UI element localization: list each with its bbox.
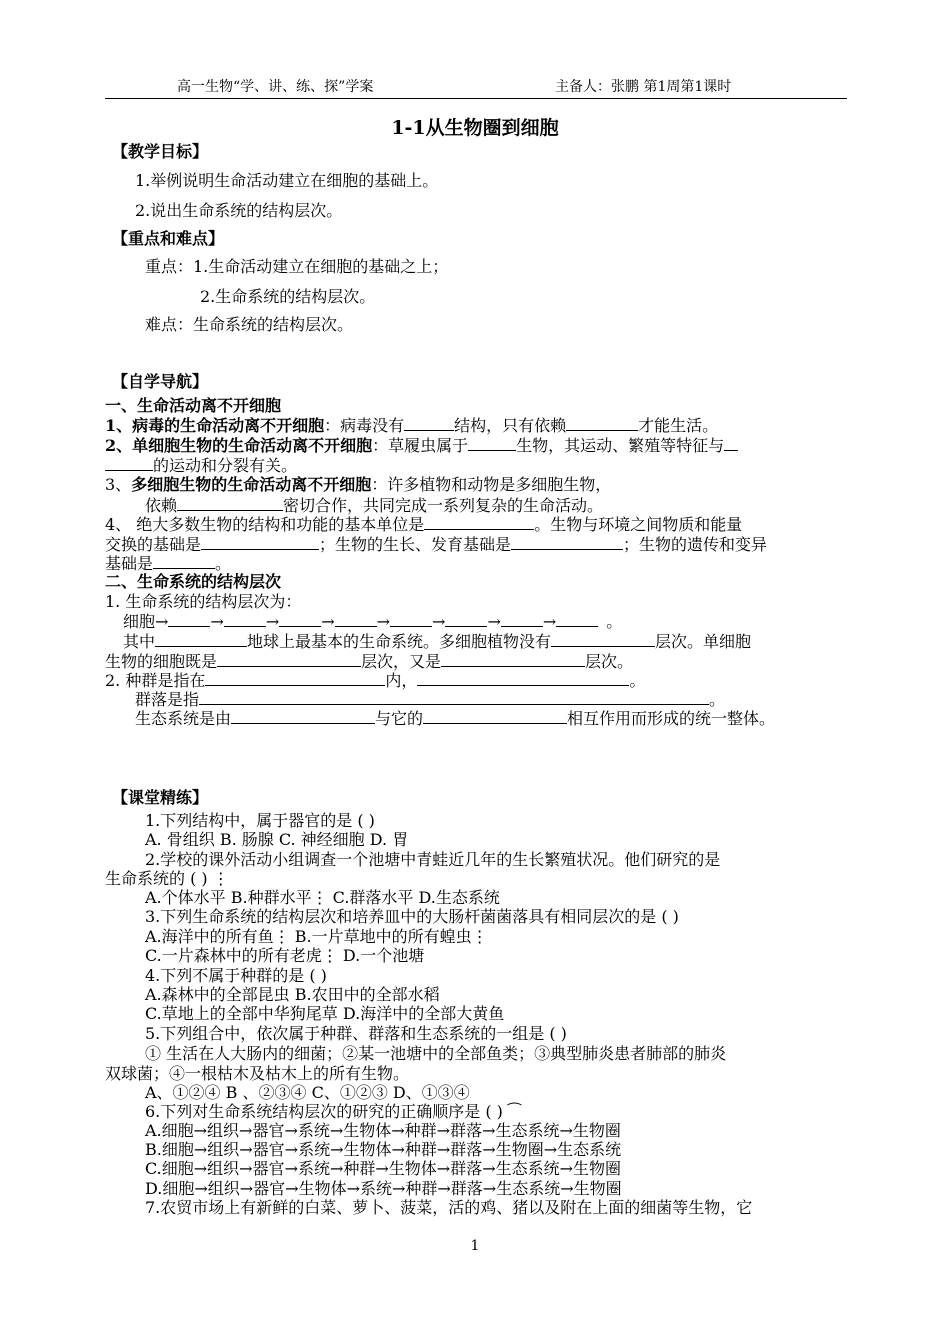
header-left: 高一生物“学、讲、练、探”学案 [177,79,374,95]
question-4-end [105,553,231,574]
question-3-cont [145,495,603,516]
blank [390,611,432,627]
s3-text-a: 群落是指 [135,690,200,709]
q2-text-a: ：草履虫属于 [372,436,469,455]
practice-heading: 【课堂精练】 [112,788,209,807]
blank [556,611,598,627]
blank [217,651,361,667]
s1b-text-c: 层次。单细胞 [655,632,752,651]
chain-arrow: → [265,612,280,631]
s2-text-b: 内， [385,671,418,690]
blank [424,514,534,530]
q4-text-g: 。 [215,554,232,573]
chain-arrow: → [376,612,391,631]
practice-line: B.细胞→组织→器官→系统→生物体→种群→群落→生物圈→生态系统 [145,1140,622,1159]
question-4-cont [105,534,767,555]
s4-text-a: 生态系统是由 [135,709,232,728]
s1b-text-a: 其中 [123,632,156,651]
q2-text-b: 生物，其运动、繁殖等特征与 [516,436,725,455]
s3-text-b: 。 [709,690,726,709]
practice-line: A.海洋中的所有鱼⋮ B.一片草地中的所有蝗虫⋮ [145,927,488,946]
goal-item-2: 2.说出生命系统的结构层次。 [135,201,343,220]
key-point-1: 重点：1.生命活动建立在细胞的基础之上； [145,257,449,276]
chain-end: 。 [606,612,623,631]
q1-text-b: 结构，只有依赖 [454,416,567,435]
practice-line: 5.下列组合中，依次属于种群、群落和生态系统的一组是 ( ) [145,1024,567,1043]
practice-line: A.细胞→组织→器官→系统→生物体→种群→群落→生态系统→生物圈 [145,1121,621,1140]
q3-text-c: 密切合作，共同完成一系列复杂的生命活动。 [283,496,604,515]
s4-text-c: 相互作用而形成的统一整体。 [567,709,776,728]
goals-heading: 【教学目标】 [112,142,209,161]
blank [105,455,153,471]
structure-chain [123,611,622,632]
q1-lead: 1、病毒的生命活动离不开细胞 [105,416,325,435]
question-1 [105,415,718,436]
section-1-title: 一、生命活动离不开细胞 [105,396,282,415]
blank [511,534,623,550]
blank [417,670,629,686]
blank [201,534,319,550]
chain-cell: 细胞→ [123,612,169,631]
practice-line: A.森林中的全部昆虫 B.农田中的全部水稻 [145,985,440,1004]
q3-pre: 3、 [105,475,132,494]
chain-arrow: → [210,612,224,631]
practice-line: A. 骨组织 B. 肠腺 C. 神经细胞 D. 胃 [145,830,409,849]
practice-line: 6.下列对生命系统结构层次的研究的正确顺序是 ( ) ⁀ [145,1102,521,1121]
q3-text-b: 依赖 [145,496,178,515]
blank [566,415,638,431]
page-number: 1 [470,1238,480,1254]
section-2-title: 二、生命系统的结构层次 [105,572,282,591]
chain-arrow: → [432,612,446,631]
blank [279,611,321,627]
blank [445,611,487,627]
ecosystem-definition [135,708,775,729]
practice-line: ① 生活在人大肠内的细菌；②某一池塘中的全部鱼类；③典型肺炎患者肺部的肺炎 [145,1044,727,1063]
chain-arrow: → [321,612,335,631]
q1-text-a: ：病毒没有 [324,416,405,435]
s4-text-b: 与它的 [375,709,424,728]
blank [224,611,266,627]
practice-line: 双球菌；④一根枯木及枯木上的所有生物。 [105,1064,410,1083]
s2-text-c: 。 [629,671,646,690]
practice-line: D.细胞→组织→器官→生物体→系统→种群→群落→生态系统→生物圈 [145,1179,622,1198]
q3-text-a: ：许多植物和动物是多细胞生物， [371,475,612,494]
practice-line: C.细胞→组织→器官→系统→种群→生物体→群落→生态系统→生物圈 [145,1159,622,1178]
community-definition [135,689,725,710]
blank [468,435,516,451]
blank [404,415,454,431]
header-right: 主备人：张鹏 第1周第1课时 [555,79,732,95]
difficult-point: 难点：生命系统的结构层次。 [145,315,354,334]
q3-lead: 多细胞生物的生命活动离不开细胞 [131,475,372,494]
blank [551,631,655,647]
q1-text-c: 才能生活。 [638,416,719,435]
blank [231,708,375,724]
q4-text-a: 4、 绝大多数生物的结构和功能的基本单位是 [105,515,425,534]
q2-lead: 2、单细胞生物的生命活动离不开细胞 [105,436,373,455]
practice-line: 生命系统的 ( ) ⋮ [105,869,229,888]
structure-q1-b [123,631,751,652]
blank [155,631,247,647]
practice-line: 7.农贸市场上有新鲜的白菜、萝卜、菠菜，活的鸡、猪以及附在上面的细菌等生物，它 [145,1198,753,1217]
question-2 [105,435,738,456]
practice-line: C.草地上的全部中华狗尾草 D.海洋中的全部大黄鱼 [145,1004,505,1023]
s1b-text-b: 地球上最基本的生命系统。多细胞植物没有 [247,632,552,651]
blank [724,435,738,451]
q4-text-f: 基础是 [105,554,154,573]
blank [335,611,377,627]
practice-line: 1.下列结构中，属于器官的是 ( ) [145,811,375,830]
blank [177,495,283,511]
s1c-text-b: 层次，又是 [361,652,442,671]
practice-line: A.个体水平 B.种群水平⋮ C.群落水平 D.生态系统 [145,888,500,907]
blank [501,611,543,627]
s2-text-a: 2. 种群是指在 [105,671,206,690]
question-2-cont [105,455,297,476]
s1c-text-c: 层次。 [585,652,634,671]
q4-text-c: 交换的基础是 [105,535,202,554]
q4-text-d: ；生物的生长、发育基础是 [319,535,512,554]
key-point-2: 2.生命系统的结构层次。 [200,287,376,306]
question-4 [105,514,742,535]
page-header [105,76,847,99]
blank [153,553,215,569]
selfstudy-heading: 【自学导航】 [112,372,209,391]
blank [423,708,567,724]
practice-line: C.一片森林中的所有老虎⋮ D.一个池塘 [145,946,425,965]
keypoints-heading: 【重点和难点】 [112,229,225,248]
q2-text-c: 的运动和分裂有关。 [153,456,298,475]
s1c-text-a: 生物的细胞既是 [105,652,218,671]
blank [205,670,385,686]
population-definition [105,670,645,691]
page-title: 1-1从生物圈到细胞 [391,117,559,139]
structure-q1-c [105,651,633,672]
blank [168,611,210,627]
blank [199,689,709,705]
question-3 [105,475,611,495]
chain-arrow: → [487,612,501,631]
chain-arrow: → [542,612,557,631]
practice-line: 2.学校的课外活动小组调查一个池塘中青蛙近几年的生长繁殖状况。他们研究的是 [145,850,721,869]
structure-q1: 1. 生命系统的结构层次为： [105,592,302,611]
practice-line: A、①②④ B 、②③④ C、①②③ D、①③④ [145,1083,470,1102]
blank [441,651,585,667]
practice-line: 4.下列不属于种群的是 ( ) [145,966,327,985]
q4-text-b: 。生物与环境之间物质和能量 [534,515,743,534]
goal-item-1: 1.举例说明生命活动建立在细胞的基础上。 [135,171,439,190]
q4-text-e: ；生物的遗传和变异 [623,535,768,554]
practice-line: 3.下列生命系统的结构层次和培养皿中的大肠杆菌菌落具有相同层次的是 ( ) [145,907,679,926]
